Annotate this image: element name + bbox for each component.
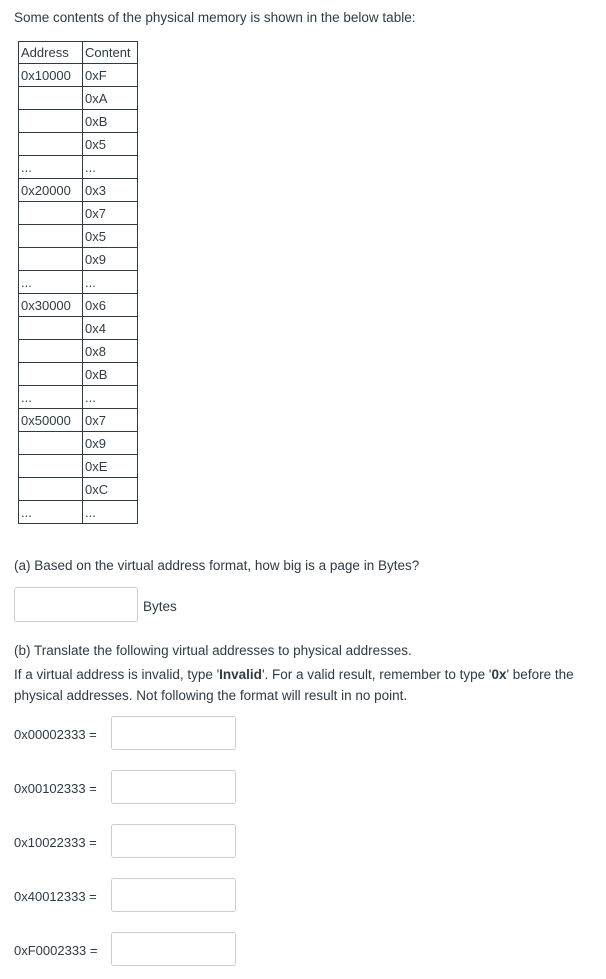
table-row: [19, 179, 138, 202]
intro-text: Some contents of the physical memory is shown in the below table:: [14, 10, 416, 25]
content-cell: 0x4: [83, 317, 138, 340]
content-cell: 0x8: [83, 340, 138, 363]
hex-prefix-keyword: 0x: [491, 667, 507, 682]
header-content: Content: [83, 42, 138, 64]
address-row: [14, 878, 244, 912]
table-row: [19, 110, 138, 133]
question-a-text: (a) Based on the virtual address format, how big is a page in Bytes?: [14, 558, 420, 573]
table-row: [19, 87, 138, 110]
virtual-address-label: 0x40012333 =: [14, 889, 97, 904]
content-cell: 0xB: [83, 110, 138, 133]
table-row: [19, 386, 138, 409]
address-cell: ...: [19, 156, 83, 179]
table-row: [19, 409, 138, 432]
table-row: [19, 478, 138, 501]
address-cell: [19, 363, 83, 386]
address-cell: ...: [19, 501, 83, 524]
address-row: [14, 770, 244, 804]
instructions-part-1: If a virtual address is invalid, type ': [14, 667, 220, 682]
virtual-address-label: 0xF0002333 =: [14, 943, 98, 958]
content-cell: ...: [83, 386, 138, 409]
address-cell: 0x50000: [19, 409, 83, 432]
address-cell: [19, 478, 83, 501]
content-cell: 0x7: [83, 409, 138, 432]
content-cell: 0x5: [83, 133, 138, 156]
question-b-instructions: [14, 664, 599, 706]
address-cell: [19, 340, 83, 363]
table-row: [19, 432, 138, 455]
content-cell: ...: [83, 501, 138, 524]
table-header-row: [19, 42, 138, 64]
physical-address-input[interactable]: [111, 932, 236, 966]
content-cell: 0x6: [83, 294, 138, 317]
content-cell: 0x5: [83, 225, 138, 248]
address-cell: [19, 455, 83, 478]
page-size-input[interactable]: [14, 587, 138, 622]
table-row: [19, 294, 138, 317]
table-row: [19, 64, 138, 87]
address-cell: [19, 202, 83, 225]
physical-address-input[interactable]: [111, 878, 236, 912]
content-cell: 0xA: [83, 87, 138, 110]
address-row: [14, 824, 244, 858]
physical-address-input[interactable]: [111, 824, 236, 858]
memory-table: [18, 41, 138, 524]
address-row: [14, 932, 244, 966]
content-cell: 0x9: [83, 248, 138, 271]
address-cell: [19, 248, 83, 271]
virtual-address-label: 0x10022333 =: [14, 835, 97, 850]
content-cell: 0x7: [83, 202, 138, 225]
physical-address-input[interactable]: [111, 770, 236, 804]
physical-address-input[interactable]: [111, 716, 236, 750]
virtual-address-label: 0x00102333 =: [14, 781, 97, 796]
content-cell: 0xE: [83, 455, 138, 478]
virtual-address-label: 0x00002333 =: [14, 727, 97, 742]
bytes-unit-label: Bytes: [143, 599, 177, 614]
address-cell: 0x30000: [19, 294, 83, 317]
table-row: [19, 501, 138, 524]
table-row: [19, 317, 138, 340]
content-cell: 0x3: [83, 179, 138, 202]
question-b-text: (b) Translate the following virtual addresses to physical addresses.: [14, 643, 412, 658]
content-cell: 0x9: [83, 432, 138, 455]
table-row: [19, 133, 138, 156]
content-cell: ...: [83, 271, 138, 294]
table-row: [19, 156, 138, 179]
address-cell: 0x10000: [19, 64, 83, 87]
content-cell: 0xF: [83, 64, 138, 87]
instructions-part-3: ' before the physical addresses. Not following the format will result in no point.: [14, 667, 574, 703]
content-cell: ...: [83, 156, 138, 179]
address-cell: ...: [19, 386, 83, 409]
table-row: [19, 271, 138, 294]
instructions-part-2: '. For a valid result, remember to type ': [261, 667, 492, 682]
address-cell: [19, 432, 83, 455]
table-row: [19, 225, 138, 248]
address-cell: [19, 225, 83, 248]
content-cell: 0xC: [83, 478, 138, 501]
address-cell: [19, 317, 83, 340]
table-row: [19, 248, 138, 271]
address-row: [14, 716, 244, 750]
address-cell: 0x20000: [19, 179, 83, 202]
invalid-keyword: Invalid: [219, 667, 262, 682]
table-row: [19, 455, 138, 478]
address-cell: [19, 87, 83, 110]
address-cell: ...: [19, 271, 83, 294]
address-cell: [19, 110, 83, 133]
address-cell: [19, 133, 83, 156]
table-row: [19, 363, 138, 386]
content-cell: 0xB: [83, 363, 138, 386]
table-row: [19, 340, 138, 363]
header-address: Address: [19, 42, 83, 64]
table-row: [19, 202, 138, 225]
